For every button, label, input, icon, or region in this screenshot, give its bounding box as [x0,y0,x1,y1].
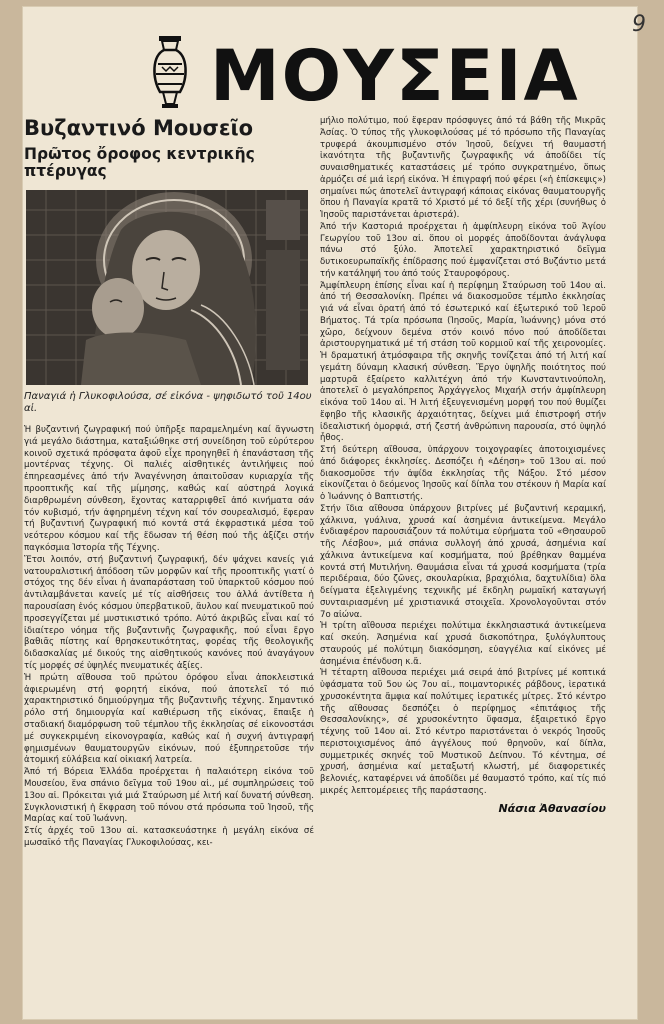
right-paragraph-5: Στήν ἴδια αἴθουσα ὑπάρχουν βιτρίνες μέ βυζαντινή κεραμική, χάλκινα, γυάλινα, χρυσά καί ἀσημένια ἀντικείμενα. Μεγάλο ἐνδιαφέρον παρουσιάζουν τά πολύτιμα εὑρήματα τοῦ «Θησαυροῦ τῆς Λέσβου», μιά σπάνια συλλογή ἀπό χρυσά, ἀσημένια καί χάλκινα ἀντικείμενα καί κοσμήματα, πού βρέθηκαν θαμμένα κοντά στή Μυτιλήνη. Θαυμάσια εἶναι τά χρυσά κοσμήματα (τρία περιδέραια, δύο ζῶνες, σκουλαρίκια, βραχιόλια, δαχτυλίδια) ὅλα δείγματα ἐξελιγμένης τεχνικῆς μέ ἔκδηλη ρωμαϊκή καταγωγή συνταιριασμένη μέ χριστιανικά στοιχεῖα. Χρονολογοῦνται στόν 7ο αἰώνα. [320,503,606,620]
left-paragraph-3: Ἡ πρώτη αἴθουσα τοῦ πρώτου ὀρόφου εἶναι ἀποκλειστικά ἀφιερωμένη στή φορητή εἰκόνα, πού ἀποτελεῖ τό πιό χαρακτηριστικό δημιούργημα τῆς βυζαντινῆς τέχνης. Σημαντικό ρόλο στή δημιουργία καί καθιέρωση τῆς εἰκόνας, ἔπαιξε ἡ σταδιακή διαμόρφωση τοῦ τέμπλου τῆς ἐκκλησίας σέ εἰκονοστάσι μέ συγκεκριμένη εἰκονογραφία, καθώς καί ἡ συχνή ἀντιγραφή φημισμένων θαυματουργῶν εἰκόνων, πού ἐξυπηρετοῦσε τήν ἀτομική εὐλάβεια καί οἰκιακή λατρεία. [24,672,314,766]
article-subtitle: Πρῶτος ὄροφος κεντρικῆς πτέρυγας [24,145,255,180]
right-paragraph-3: Ἀμφίπλευρη ἐπίσης εἶναι καί ἡ περίφημη Σταύρωση τοῦ 14ου αἰ. ἀπό τή Θεσσαλονίκη. Πρέπει νά διακοσμοῦσε τέμπλο ἐκκλησίας γιά νά εἶναι ὁρατή ἀπό τό ἐσωτερικό καί ἐξωτερικό τοῦ Ἱεροῦ Βήματος. Τά τρία πρόσωπα (Ἰησοῦς, Μαρία, Ἰωάννης) μόνα στό χῶρο, δείχνουν δεμένα στόν κοινό πόνο πού ἀποδίδεται ἀριστουργηματικά μέ τή στάση τοῦ κορμιοῦ καί τῆς χειρονομίες. Ἡ δραματική ἀτμόσφαιρα τῆς σκηνῆς τονίζεται ἀπό τή λιτή καί γεμάτη δύναμη κλασική σύνθεση. Ἔργο ὑψηλῆς ποιότητος πού μαρτυρᾶ ἐξαίρετο καλλιτέχνη ἀπό τήν Κωνσταντινούπολη, ἀποτελεῖ ὁ μεγαλόπρεπος Ἀρχάγγελος Μιχαήλ στήν ἀμφίπλευρη εἰκόνα τοῦ 14ου αἰ. Ἡ λιτή ἐξευγενισμένη μορφή του πού θυμίζει ἔφηβο τῆς κλασικῆς ἀρχαιότητας, δείχνει μιά ἐπιστροφή στήν ἰδεαλιστική ὁμορφιά, στή ζεστή ἀνθρώπινη παρουσία, στό ὑψηλό ἦθος. [320,280,606,444]
left-column [24,116,314,850]
right-paragraph-1: μήλιο πολύτιμο, πού ἔφεραν πρόσφυγες ἀπό τά βάθη τῆς Μικρᾶς Ἀσίας. Ὁ τύπος τῆς γλυκοφιλούσας μέ τό πρόσωπο τῆς Παναγίας τρυφερά ἀκουμπισμένο στόν Ἰησοῦ, δείχνει τή θαυμαστή ἱκανότητα τῆς βυζαντινῆς ζωγραφικῆς νά ἀποδίδει τίς συναισθηματικές καταστάσεις μέ τρόπο συγκρατημένο, ὅπως ἁρμόζει σέ μιά ἱερή εἰκόνα. Ἡ ἐπιγραφή πού φέρει («ἡ ἐπίσκεψις») σημαίνει πώς ἀποτελεῖ ἀντιγραφή κάποιας εἰκόνας θαυματουργῆς ὅπου ἡ Παναγία κρατᾶ τό Χριστό μέ τό δεξί τῆς χέρι (συνήθως ὁ Ἰησοῦς παριστάνεται ἀριστερά). [320,116,606,220]
left-paragraph-4: Ἀπό τή Βόρεια Ἑλλάδα προέρχεται ἡ παλαιότερη εἰκόνα τοῦ Μουσείου, ἕνα σπάνιο δεῖγμα τοῦ 19ου αἰ., μέ συμπληρώσεις τοῦ 13ου αἰ. Πρόκειται γιά μιά Σταύρωση μέ λιτή καί δυνατή σύνθεση. Συγκλονιστική ἡ ἔκφραση τοῦ πόνου στά πρόσωπα τοῦ Ἰησοῦ, τῆς Μαρίας καί τοῦ Ἰωάννη. [24,767,314,825]
right-paragraph-4: Στή δεύτερη αἴθουσα, ὑπάρχουν τοιχογραφίες ἀποτοιχισμένες ἀπό διάφορες ἐκκλησίες. Δεσπόζει ἡ «Δέηση» τοῦ 13ου αἰ. πού διακοσμοῦσε τήν ἀψίδα ἐκκλησίας τῆς Νάξου. Στό μέσον εἰκονίζεται ὁ δεόμενος Ἰησοῦς καί δίπλα του στέκουν ἡ Μαρία καί ὁ Ἰωάννης ὁ Βαπτιστής. [320,445,606,502]
right-paragraph-6: Ἡ τρίτη αἴθουσα περιέχει πολύτιμα ἐκκλησιαστικά ἀντικείμενα καί σκεύη. Ἀσημένια καί χρυσά δισκοπότηρα, ξυλόγλυπτους σταυρούς μέ πολύτιμη διακόσμηση, εὐαγγέλια καί εἰκόνες μέ ἀσημένια ἐπένδυση κ.ἄ. [320,621,606,667]
mosaic-icon-image [26,190,308,385]
amphora-icon [150,34,190,110]
masthead-title: ΜΟΥΣΕΙΑ [210,35,580,117]
right-paragraph-7: Ἡ τέταρτη αἴθουσα περιέχει μιά σειρά ἀπό βιτρίνες μέ κοπτικά ὑφάσματα τοῦ 5ου ὡς 7ου αἰ., ποιμαντορικές ράβδους, ἱερατικά χρυσοκέντητα ἄμφια καί πολύτιμες ἱερατικές μίτρες. Στό κέντρο τῆς αἴθουσας δεσπόζει ὁ περίφημος «ἐπιτάφιος τῆς Θεσσαλονίκης», σέ χρυσοκέντητο ὕφασμα, ἐξαιρετικό ἔργο τέχνης τοῦ 14ου αἰ. Στό κέντρο παριστάνεται ὁ νεκρός Ἰησοῦς περιστοιχισμένος ἀπό ἀγγέλους πού θρηνοῦν, καί δίπλα, συμμετρικές σκηνές τοῦ Μυστικοῦ Δείπνου. Τό κέντημα, σέ χρυσή, ἀσημένια καί μεταξωτή κλωστή, μέ διαφορετικές βελονιές, καταφέρνει νά ἀποδίδει μέ θαυμαστό τρόπο, καί τίς πιό μικρές λεπτομέρειες τῆς παράστασης. [320,668,606,796]
image-caption: Παναγιά ἡ Γλυκοφιλούσα, σέ εἰκόνα - ψηφιδωτό τοῦ 14ου αἰ. [24,391,312,414]
right-paragraph-2: Ἀπό τήν Καστοριά προέρχεται ἡ ἀμφίπλευρη εἰκόνα τοῦ Ἁγίου Γεωργίου τοῦ 13ου αἰ. ὅπου οἱ μορφές ἀποδίδονται ἀνάγλυφα πάνω στό ξύλο. Ἀποτελεῖ χαρακτηριστικό δεῖγμα δυτικοευρωπαϊκῆς ἐπίδρασης πού ἐμφανίζεται στό Βυζάντιο μετά τήν κατάληψή του ἀπό τούς Σταυροφόρους. [320,221,606,279]
right-column [320,116,606,815]
left-paragraph-5: Στίς ἀρχές τοῦ 13ου αἰ. κατασκευάστηκε ἡ μεγάλη εἰκόνα σέ μωσαϊκό τῆς Παναγίας Γλυκοφιλούσας, κει- [24,826,314,848]
article-author: Νάσια Ἀθανασίου [498,801,606,815]
article-title: Βυζαντινό Μουσεῖο [24,116,254,140]
page-number: 9 [632,12,646,37]
left-paragraph-1: Ἡ βυζαντινή ζωγραφική πού ὑπῆρξε παραμελημένη καί ἄγνωστη γιά μεγάλο διάστημα, καταξιώθηκε στή συνείδηση τοῦ εὐρύτερου κοινοῦ σχετικά πρόσφατα ἀφοῦ εἶχε προηγηθεῖ ἡ ἐπανάσταση τῆς μοντέρνας τέχνης. Οἱ παλιές αἰσθητικές ἀντιλήψεις πού ἐπηρεασμένες ἀπό τήν Ἀναγέννηση ἀπαιτοῦσαν κυριαρχία τῆς προοπτικῆς καί τῆς μίμησης, καθώς καί αὐστηρά λογικά διαρθρωμένη σύνθεση, ἔχοντας καταρριφθεῖ ἀπό κινήματα σάν τόν κυβισμό, τήν ἀφηρημένη τέχνη καί τόν σουρεαλισμό, ἔφεραν τή βυζαντινή ζωγραφική πιό κοντά στά ἐκφραστικά μέσα τοῦ νεότερου κόσμου καί τῆς ἔδωσαν τή θέση πού τῆς ἀξίζει στήν παγκόσμια Ἱστορία τῆς Τέχνης. [24,425,314,553]
left-paragraph-2: Ἔτσι λοιπόν, στή βυζαντινή ζωγραφική, δέν ψάχνει κανείς γιά νατουραλιστική ἀπόδοση τῶν μορφῶν καί τῆς προοπτικῆς γιατί ὁ στόχος της δέν εἶναι ἡ ἀναπαράσταση τοῦ ὑπαρκτοῦ κόσμου πού ἀντιλαμβάνεται κανείς μέ τίς αἰσθήσεις του ἀλλά ἀντίθετα ἡ παρουσίαση ἑνός κόσμου ὑπερβατικοῦ, ἄυλου καί πνευματικοῦ πού προσεγγίζεται μέ μυστικιστικό τρόπο. Αὐτό ἀκριβῶς εἶναι καί τό ἰδιαίτερο νόημα τῆς βυζαντινῆς ζωγραφικῆς, πού εἶναι ἔργο βαθιᾶς πίστης καί θρησκευτικότητας, φορέας τῆς θεολογικῆς διδασκαλίας μέ δικούς της αἰσθητικούς κανόνες πού ἀναγάγουν τίς μορφές σέ ὑψηλές πνευματικές ἀξίες. [24,554,314,671]
